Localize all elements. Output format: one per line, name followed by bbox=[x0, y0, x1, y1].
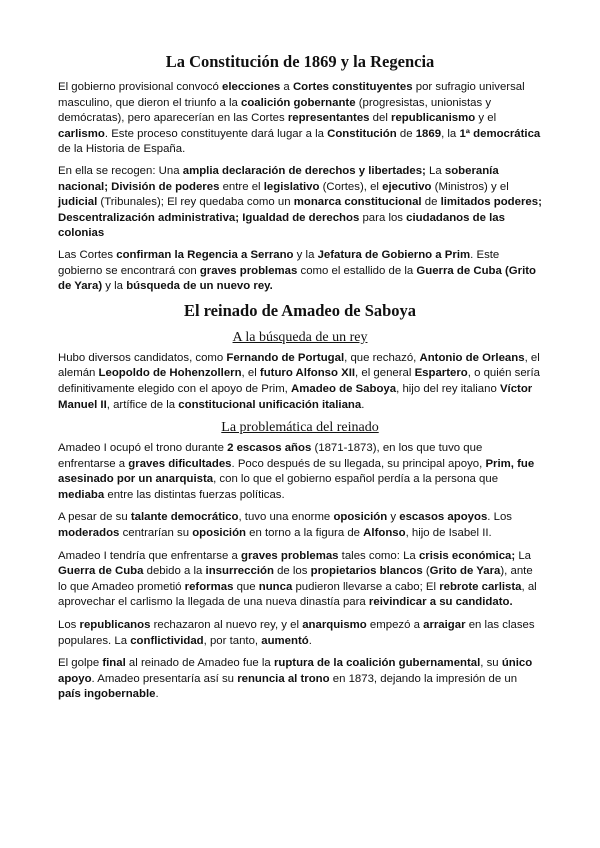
paragraph-problems bbox=[58, 549, 542, 611]
subtitle-reign-problems: La problemática del reinado bbox=[221, 420, 379, 436]
bold-text: amplia declaración de derechos y libertades; bbox=[182, 164, 426, 177]
bold-text: anarquismo bbox=[302, 619, 367, 632]
text-run: entre el bbox=[219, 180, 264, 193]
bold-text: renuncia al trono bbox=[237, 672, 330, 685]
bold-text: Prim, fue asesinado por un anarquista bbox=[58, 457, 535, 486]
bold-text: conflictividad bbox=[130, 634, 204, 647]
bold-text: talante democrático bbox=[130, 511, 239, 524]
bold-text: Víctor Manuel II bbox=[58, 382, 533, 411]
bold-text: crisis económica; bbox=[418, 549, 516, 562]
paragraph-reign-duration bbox=[58, 441, 542, 503]
text-run: en las clases populares. La bbox=[58, 619, 535, 647]
bold-text: constitucional unificación italiana bbox=[178, 398, 362, 411]
text-run: , por tanto, bbox=[203, 634, 262, 647]
paragraph-opposition bbox=[58, 510, 542, 541]
bold-text: carlismo bbox=[58, 127, 105, 140]
bold-text: moderados bbox=[58, 527, 120, 540]
bold-text: nunca bbox=[258, 580, 293, 593]
text-run: y bbox=[387, 511, 400, 524]
text-run: . bbox=[361, 398, 365, 411]
bold-text: Grito de Yara bbox=[429, 565, 501, 578]
text-run: del bbox=[369, 112, 392, 125]
text-run: al reinado de Amadeo fue la bbox=[125, 657, 274, 670]
text-run: empezó a bbox=[366, 619, 424, 632]
text-run: Los bbox=[58, 619, 80, 632]
section-title-constitution: La Constitución de 1869 y la Regencia bbox=[165, 52, 435, 71]
paragraph-republicans bbox=[58, 618, 542, 649]
text-run: , al aprovechar el carlismo la llegada de una nueva dinastía para bbox=[58, 580, 537, 609]
text-run: (Ministros) y el bbox=[431, 180, 509, 193]
text-run: A pesar de su bbox=[58, 511, 131, 524]
bold-text: republicanismo bbox=[391, 112, 476, 125]
text-run: . Este proceso constituyente dará lugar a la bbox=[104, 127, 328, 140]
bold-text: limitados poderes; Descentralización administrativa; Igualdad de derechos bbox=[58, 196, 542, 224]
bold-text: Amadeo de Saboya bbox=[291, 382, 397, 395]
bold-text: judicial bbox=[58, 196, 98, 209]
bold-text: Guerra de Cuba bbox=[58, 565, 144, 578]
bold-text: confirman la Regencia a Serrano bbox=[116, 248, 294, 261]
bold-text: final bbox=[102, 657, 126, 670]
text-run: ( bbox=[422, 565, 430, 578]
text-run: , artífice de la bbox=[106, 398, 179, 411]
bold-text: Alfonso bbox=[363, 527, 406, 540]
text-run: por sufragio universal masculino, que dieron el triunfo a la bbox=[58, 81, 525, 109]
text-run: . bbox=[308, 634, 312, 647]
text-run: que bbox=[233, 580, 259, 593]
text-run: centrarían su bbox=[119, 527, 193, 540]
bold-text: graves problemas bbox=[199, 264, 298, 277]
bold-text: Espartero bbox=[414, 367, 468, 380]
bold-text: ciudadanos de las colonias bbox=[58, 211, 505, 240]
text-run: . bbox=[155, 688, 159, 701]
text-run: en 1873, dejando la impresión de un bbox=[329, 672, 518, 685]
bold-text: 1ª democrática bbox=[459, 127, 541, 140]
text-run: Hubo diversos candidatos, como bbox=[58, 351, 227, 364]
text-run: tales como: La bbox=[338, 549, 419, 562]
text-run: ), ante lo que Amadeo prometió bbox=[58, 565, 533, 593]
bold-text: monarca constitucional bbox=[293, 196, 422, 209]
bold-text: graves problemas bbox=[241, 549, 339, 562]
text-run: (progresistas, unionistas y demócratas), pero aparecerían en las Cortes bbox=[58, 96, 492, 125]
bold-text: Antonio de Orleans bbox=[419, 351, 525, 364]
bold-text: rebrote carlista bbox=[439, 580, 522, 593]
text-run: . Poco después de su llegada, su principal apoyo, bbox=[231, 457, 486, 470]
bold-text: oposición bbox=[192, 527, 247, 540]
bold-text: búsqueda de un nuevo rey. bbox=[126, 280, 273, 293]
text-run: para los bbox=[359, 211, 407, 224]
text-run: de bbox=[421, 196, 441, 209]
bold-text: país ingobernable bbox=[58, 688, 156, 701]
bold-text: 1869 bbox=[415, 127, 442, 140]
section-title-amadeo: El reinado de Amadeo de Saboya bbox=[183, 300, 417, 320]
text-run: , que rechazó, bbox=[344, 351, 420, 364]
text-run: rechazaron al nuevo rey, y el bbox=[150, 619, 303, 632]
text-run: Las Cortes bbox=[58, 248, 117, 261]
text-run: , hijo del rey italiano bbox=[396, 382, 500, 395]
bold-text: escasos apoyos bbox=[399, 511, 488, 524]
bold-text: mediaba bbox=[58, 488, 105, 501]
bold-text: Leopoldo de Hohenzollern bbox=[98, 367, 242, 380]
text-run: En ella se recogen: Una bbox=[58, 164, 183, 177]
text-run: de los bbox=[273, 565, 311, 578]
bold-text: Jefatura de Gobierno a Prim bbox=[317, 248, 471, 261]
bold-text: reformas bbox=[184, 580, 234, 593]
bold-text: 2 escasos años bbox=[227, 442, 312, 455]
bold-text: graves dificultades bbox=[128, 457, 232, 470]
text-run: . Este gobierno se encontrará con bbox=[58, 248, 500, 277]
text-run: , su bbox=[480, 657, 502, 670]
text-run: La bbox=[425, 164, 445, 177]
paragraph-candidates bbox=[58, 351, 542, 413]
text-run: entre las distintas fuerzas políticas. bbox=[104, 488, 285, 501]
bold-text: futuro Alfonso XII bbox=[259, 367, 356, 380]
bold-text: Fernando de Portugal bbox=[226, 351, 345, 364]
bold-text: elecciones bbox=[222, 81, 281, 93]
bold-text: aumentó bbox=[261, 634, 309, 647]
bold-text: propietarios blancos bbox=[310, 565, 423, 578]
text-run: de bbox=[396, 127, 416, 140]
text-run: , el bbox=[241, 367, 260, 380]
text-run: , hijo de Isabel II. bbox=[405, 527, 492, 540]
text-run: como el estallido de la bbox=[297, 264, 417, 277]
text-run: . Amadeo presentaría así su bbox=[91, 672, 238, 685]
text-run: El gobierno provisional convocó bbox=[58, 81, 222, 93]
text-run: , o quién sería definitivamente elegido con el apoyo de Prim, bbox=[58, 367, 540, 395]
text-run: debido a la bbox=[143, 565, 206, 578]
text-run: , tuvo una enorme bbox=[238, 511, 334, 524]
text-run: (Cortes), el bbox=[319, 180, 383, 193]
bold-text: representantes bbox=[287, 112, 370, 125]
bold-text: Constitución bbox=[327, 127, 397, 140]
bold-text: ejecutivo bbox=[382, 180, 432, 193]
bold-text: ruptura de la coalición gubernamental bbox=[273, 657, 481, 670]
text-run: pudieron llevarse a cabo; El bbox=[292, 580, 440, 593]
bold-text: único apoyo bbox=[58, 657, 533, 685]
subtitle-search-king: A la búsqueda de un rey bbox=[232, 329, 368, 345]
text-run: , el alemán bbox=[58, 351, 540, 380]
text-run: y el bbox=[475, 112, 497, 125]
text-run: Amadeo I ocupó el trono durante bbox=[58, 442, 228, 455]
text-run: en torno a la figura de bbox=[246, 527, 364, 540]
bold-text: arraigar bbox=[423, 619, 466, 632]
text-run: , el general bbox=[355, 367, 415, 380]
bold-text: republicanos bbox=[79, 619, 151, 632]
text-run: , la bbox=[441, 127, 460, 140]
bold-text: insurrección bbox=[205, 565, 274, 578]
paragraph-constitution-contents bbox=[58, 164, 542, 242]
bold-text: reivindicar a su candidato. bbox=[368, 596, 513, 609]
text-run: La bbox=[515, 549, 532, 562]
paragraph-elections bbox=[58, 80, 542, 158]
text-run: de la Historia de España. bbox=[58, 143, 186, 156]
text-run: , con lo que el gobierno español perdía a la persona que bbox=[213, 473, 499, 486]
bold-text: coalición gobernante bbox=[241, 96, 356, 109]
text-run: El golpe bbox=[58, 657, 103, 670]
text-run: y la bbox=[102, 280, 127, 293]
text-run: (Tribunales); El rey quedaba como un bbox=[97, 196, 294, 209]
paragraph-end-of-reign bbox=[58, 656, 542, 703]
text-run: (1871-1873), en los que tuvo que enfrentarse a bbox=[58, 442, 483, 470]
text-run: . Los bbox=[487, 511, 512, 524]
bold-text: Guerra de Cuba (Grito de Yara) bbox=[58, 264, 537, 293]
bold-text: legislativo bbox=[263, 180, 320, 193]
bold-text: Cortes constituyentes bbox=[292, 81, 413, 93]
text-run: a bbox=[280, 81, 293, 93]
bold-text: soberanía nacional; División de poderes bbox=[58, 164, 499, 193]
bold-text: oposición bbox=[333, 511, 388, 524]
paragraph-regency bbox=[58, 248, 542, 295]
text-run: Amadeo I tendría que enfrentarse a bbox=[58, 549, 242, 562]
text-run: y la bbox=[293, 248, 318, 261]
